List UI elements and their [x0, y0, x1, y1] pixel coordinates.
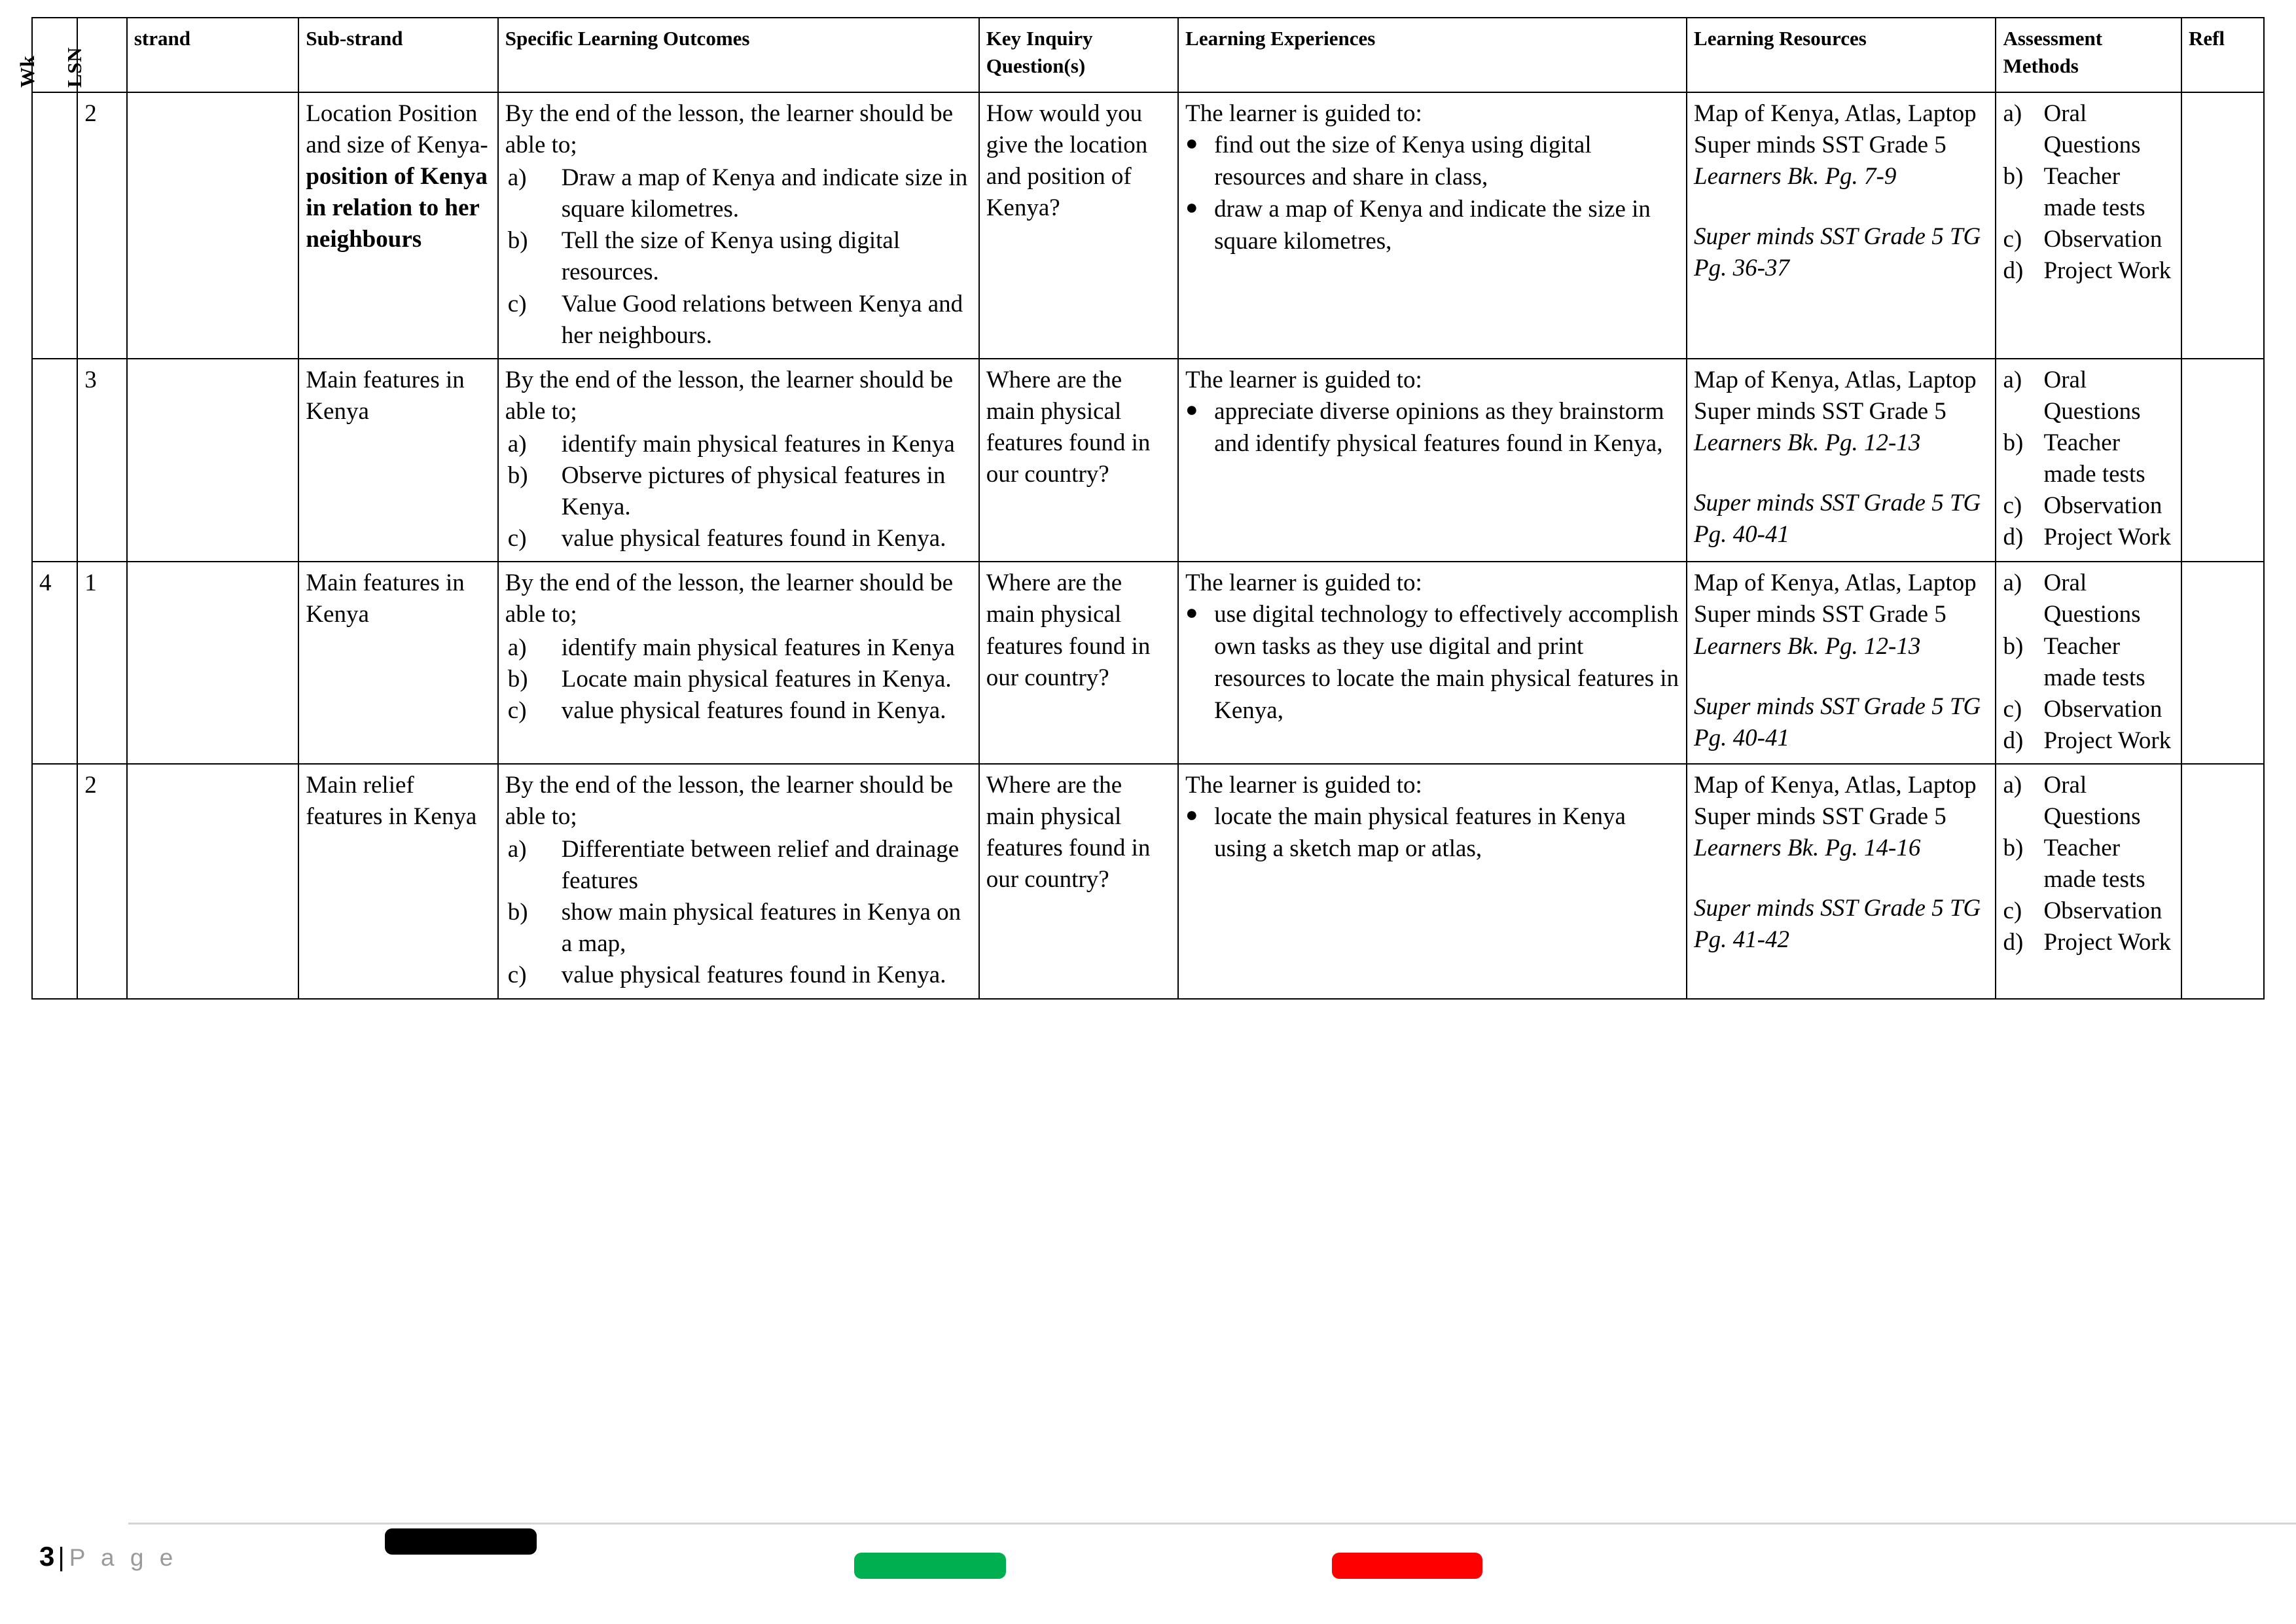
learning-outcome-item: b) Locate main physical features in Kenya. [507, 665, 952, 693]
cell-learning-experiences: The learner is guided to: ● appreciate diverse opinions as they brainstorm and identify physical features found in Kenya, [1178, 359, 1687, 562]
table-body [32, 92, 2264, 999]
resource-line: Map of Kenya, Atlas, Laptop [1694, 366, 1977, 393]
cell-assessment-methods [1996, 92, 2181, 359]
resource-line: Map of Kenya, Atlas, Laptop [1694, 569, 1977, 597]
table-row [32, 562, 2264, 764]
learning-outcome-item: c) value physical features found in Kenya. [507, 696, 946, 724]
cell-reflection [2181, 764, 2264, 999]
cell-assessment-methods [1996, 562, 2181, 764]
cell-key-inquiry-question: How would you give the location and position of Kenya? [979, 92, 1178, 359]
cell-learning-experiences: The learner is guided to: ● find out the size of Kenya using digital resources and share in class, ● draw a map of Kenya and indicate the size in square kilometres, [1178, 92, 1687, 359]
footer-divider [128, 1523, 2296, 1525]
resource-line: Super minds SST Grade 5 TG Pg. 40-41 [1694, 490, 1981, 549]
assessment-method-item: d) Project Work [2003, 929, 2172, 956]
cell-week [32, 764, 77, 999]
learning-outcome-item: a) Draw a map of Kenya and indicate size in square kilometres. [507, 164, 968, 223]
column-header-refl: Refl [2181, 18, 2264, 92]
column-header-lsn-label: LSN [63, 47, 86, 88]
page-footer [0, 1523, 2296, 1624]
learning-outcome-item: c) value physical features found in Kenya. [507, 962, 946, 989]
learning-outcome-item: c) Value Good relations between Kenya and her neighbours. [507, 290, 963, 349]
cell-learning-resources [1687, 562, 1996, 764]
cell-specific-learning-outcomes: By the end of the lesson, the learner should be able to; a) identify main physical features in Kenya b) Locate main physical features in Kenya. c) value physical features found in Kenya. [498, 562, 979, 764]
assessment-method-item: c) Observation [2003, 492, 2162, 520]
learning-outcome-item: b) show main physical features in Kenya on a map, [507, 899, 961, 958]
column-header-lsn [63, 18, 127, 92]
assessment-method-item: a) Oral Questions [2003, 569, 2141, 628]
cell-specific-learning-outcomes: By the end of the lesson, the learner should be able to; a) identify main physical features in Kenya b) Observe pictures of physical features in Kenya. c) value physical features found in Kenya. [498, 359, 979, 562]
table-row [32, 92, 2264, 359]
scheme-of-work-table [15, 17, 2265, 1000]
red-bar [1332, 1553, 1482, 1579]
assessment-method-item: b) Teacher made tests [2003, 429, 2145, 488]
resource-line: Super minds SST Grade 5 TG Pg. 41-42 [1694, 895, 1981, 954]
cell-substrand: Location Position and size of Kenya- position of Kenya in relation to her neighbours [298, 92, 497, 359]
cell-lesson-number: 1 [77, 562, 127, 764]
assessment-method-item: c) Observation [2003, 897, 2162, 925]
cell-lesson-number: 3 [77, 359, 127, 562]
page-number-separator: | [58, 1543, 65, 1572]
cell-learning-resources [1687, 92, 1996, 359]
page-number [39, 1541, 177, 1572]
learning-experience-item: ● locate the main physical features in Kenya using a sketch map or atlas, [1185, 802, 1626, 862]
assessment-method-item: b) Teacher made tests [2003, 163, 2145, 222]
assessment-method-item: c) Observation [2003, 226, 2162, 253]
cell-reflection [2181, 562, 2264, 764]
resource-line: Super minds SST Grade 5 TG Pg. 40-41 [1694, 693, 1981, 751]
cell-week: 4 [32, 562, 77, 764]
assessment-method-item: a) Oral Questions [2003, 100, 2141, 159]
table-header-row [32, 18, 2264, 92]
column-header-learning-resources: Learning Resources [1687, 18, 1996, 92]
cell-lesson-number: 2 [77, 764, 127, 999]
assessment-method-item: a) Oral Questions [2003, 366, 2141, 425]
cell-key-inquiry-question: Where are the main physical features found in our country? [979, 562, 1178, 764]
cell-lesson-number: 2 [77, 92, 127, 359]
resource-line: Super minds SST Grade 5 Learners Bk. Pg. 14-16 [1694, 803, 1946, 862]
cell-assessment-methods [1996, 764, 2181, 999]
table-row [32, 359, 2264, 562]
cell-strand [127, 764, 298, 999]
column-header-assessment-methods: Assessment Methods [1996, 18, 2181, 92]
learning-experience-item: ● use digital technology to effectively accomplish own tasks as they use digital and print resources to locate the main physical features in Kenya, [1185, 600, 1679, 724]
assessment-method-item: b) Teacher made tests [2003, 632, 2145, 691]
resource-line: Super minds SST Grade 5 Learners Bk. Pg. 12-13 [1694, 601, 1946, 660]
cell-learning-experiences: The learner is guided to: ● use digital technology to effectively accomplish own tasks as they use digital and print resources to locate the main physical features in Kenya, [1178, 562, 1687, 764]
cell-specific-learning-outcomes: By the end of the lesson, the learner should be able to; a) Differentiate between relief and drainage features b) show main physical features in Kenya on a map, c) value physical features found in Kenya. [498, 764, 979, 999]
learning-outcome-item: a) identify main physical features in Kenya [507, 430, 955, 458]
assessment-method-item: d) Project Work [2003, 524, 2172, 551]
learning-outcome-item: a) Differentiate between relief and drainage features [507, 836, 960, 895]
resource-line: Map of Kenya, Atlas, Laptop [1694, 771, 1977, 799]
green-bar [854, 1553, 1006, 1579]
column-header-substrand: Sub-strand [298, 18, 497, 92]
black-bar [385, 1528, 537, 1555]
column-header-specific-learning-outcomes: Specific Learning Outcomes [498, 18, 979, 92]
column-header-wk-label: Wk [15, 55, 39, 88]
cell-reflection [2181, 92, 2264, 359]
cell-reflection [2181, 359, 2264, 562]
cell-week [32, 359, 77, 562]
assessment-method-item: a) Oral Questions [2003, 771, 2141, 830]
cell-key-inquiry-question: Where are the main physical features found in our country? [979, 764, 1178, 999]
assessment-method-item: c) Observation [2003, 695, 2162, 723]
learning-experience-item: ● appreciate diverse opinions as they brainstorm and identify physical features found in Kenya, [1185, 397, 1664, 457]
learning-outcome-item: b) Tell the size of Kenya using digital resources. [507, 227, 901, 286]
column-header-learning-experiences: Learning Experiences [1178, 18, 1687, 92]
learning-outcome-item: c) value physical features found in Kenya. [507, 525, 946, 552]
learning-experience-item: ● find out the size of Kenya using digital resources and share in class, [1185, 131, 1592, 190]
learning-experience-item: ● draw a map of Kenya and indicate the size in square kilometres, [1185, 194, 1651, 255]
cell-assessment-methods [1996, 359, 2181, 562]
cell-week [32, 92, 77, 359]
cell-learning-resources [1687, 764, 1996, 999]
resource-line: Super minds SST Grade 5 Learners Bk. Pg. 12-13 [1694, 397, 1946, 456]
cell-key-inquiry-question: Where are the main physical features found in our country? [979, 359, 1178, 562]
resource-line: Super minds SST Grade 5 TG Pg. 36-37 [1694, 223, 1981, 282]
cell-specific-learning-outcomes: By the end of the lesson, the learner should be able to; a) Draw a map of Kenya and indicate size in square kilometres. b) Tell the size of Kenya using digital resources. c) Value Good relations between Kenya and her neighbours. [498, 92, 979, 359]
cell-learning-resources [1687, 359, 1996, 562]
cell-substrand: Main features in Kenya [298, 562, 497, 764]
cell-strand [127, 92, 298, 359]
column-header-strand: strand [127, 18, 298, 92]
table-row [32, 764, 2264, 999]
cell-substrand: Main features in Kenya [298, 359, 497, 562]
learning-outcome-item: b) Observe pictures of physical features in Kenya. [507, 462, 946, 521]
cell-strand [127, 359, 298, 562]
learning-outcome-item: a) identify main physical features in Kenya [507, 634, 955, 661]
resource-line: Map of Kenya, Atlas, Laptop [1694, 100, 1977, 127]
cell-strand [127, 562, 298, 764]
page-number-label: P a g e [69, 1544, 178, 1571]
assessment-method-item: b) Teacher made tests [2003, 835, 2145, 893]
column-header-key-inquiry-questions: Key Inquiry Question(s) [979, 18, 1178, 92]
cell-substrand: Main relief features in Kenya [298, 764, 497, 999]
resource-line: Super minds SST Grade 5 Learners Bk. Pg. 7-9 [1694, 132, 1946, 190]
cell-learning-experiences: The learner is guided to: ● locate the main physical features in Kenya using a sketch map or atlas, [1178, 764, 1687, 999]
assessment-method-item: d) Project Work [2003, 257, 2172, 285]
assessment-method-item: d) Project Work [2003, 727, 2172, 754]
page-number-value: 3 [39, 1541, 55, 1572]
